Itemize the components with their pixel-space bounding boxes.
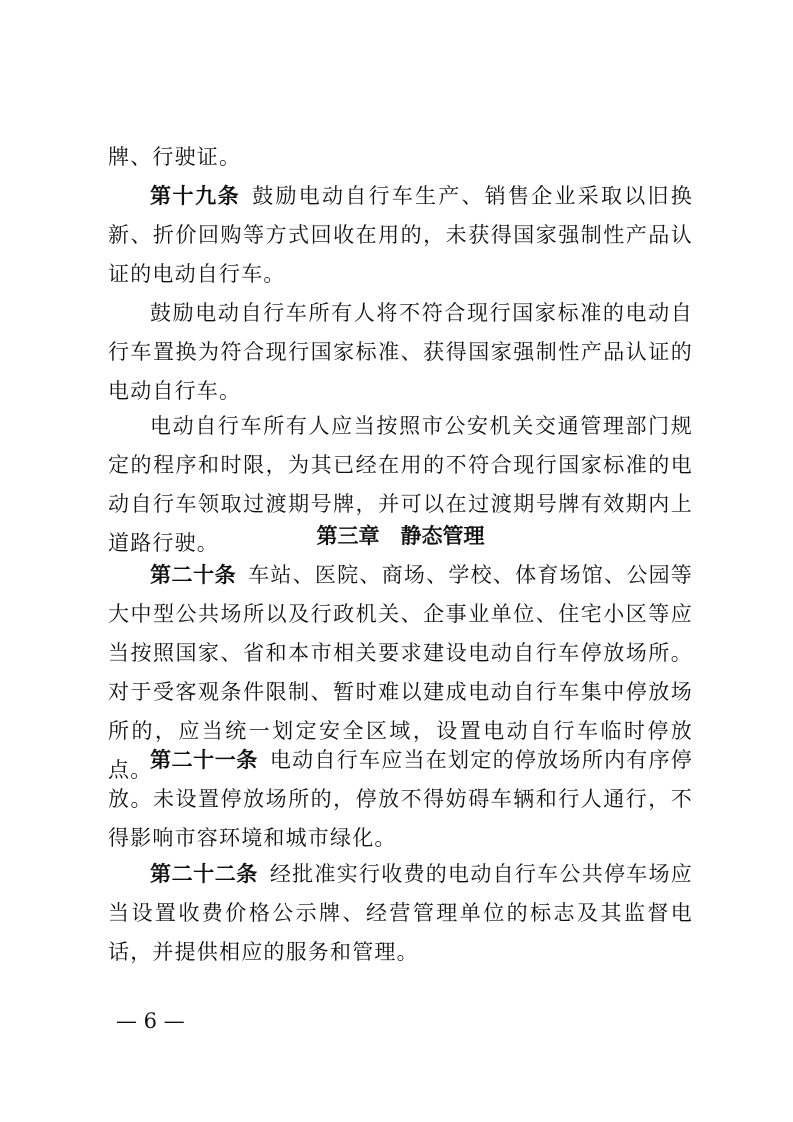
paragraph-2 [108, 294, 693, 411]
article-text: 车站、医院、商场、学校、体育场馆、公园等大中型公共场所以及行政机关、企事业单位、住宅小区等应当按照国家、省和本市相关要求建设电动自行车停放场所。对于受客观条件限制、暂时难以建成电动自行车集中停放场所的，应当统一划定安全区域，设置电动自行车临时停放点。 [108, 563, 694, 782]
page-number: — 6 — [116, 1009, 185, 1033]
article-22 [108, 855, 693, 972]
article-label: 第十九条 [150, 184, 241, 208]
article-label: 第二十二条 [150, 862, 258, 886]
paragraph-continuation [108, 138, 693, 177]
paragraph-text: 电动自行车所有人应当按照市公安机关交通管理部门规定的程序和时限，为其已经在用的不符合现行国家标准的电动自行车领取过渡期号牌，并可以在过渡期号牌有效期内上道路行驶。 [108, 414, 693, 555]
article-label: 第二十条 [150, 563, 237, 587]
article-text: 鼓励电动自行车生产、销售企业采取以旧换新、折价回购等方式回收在用的，未获得国家强制性产品认证的电动自行车。 [108, 184, 693, 286]
article-text: 经批准实行收费的电动自行车公共停车场应当设置收费价格公示牌、经营管理单位的标志及其监督电话，并提供相应的服务和管理。 [108, 862, 693, 964]
article-text: 电动自行车应当在划定的停放场所内有序停放。未设置停放场所的，停放不得妨碍车辆和行人通行，不得影响市容环境和城市绿化。 [108, 748, 693, 850]
chapter-title: 第三章 静态管理 [316, 524, 485, 548]
article-label: 第二十一条 [150, 748, 258, 772]
article-19 [108, 177, 693, 294]
paragraph-text: 鼓励电动自行车所有人将不符合现行国家标准的电动自行车置换为符合现行国家标准、获得国家强制性产品认证的电动自行车。 [108, 301, 693, 403]
article-21 [108, 741, 693, 858]
paragraph-text: 牌、行驶证。 [108, 145, 242, 169]
